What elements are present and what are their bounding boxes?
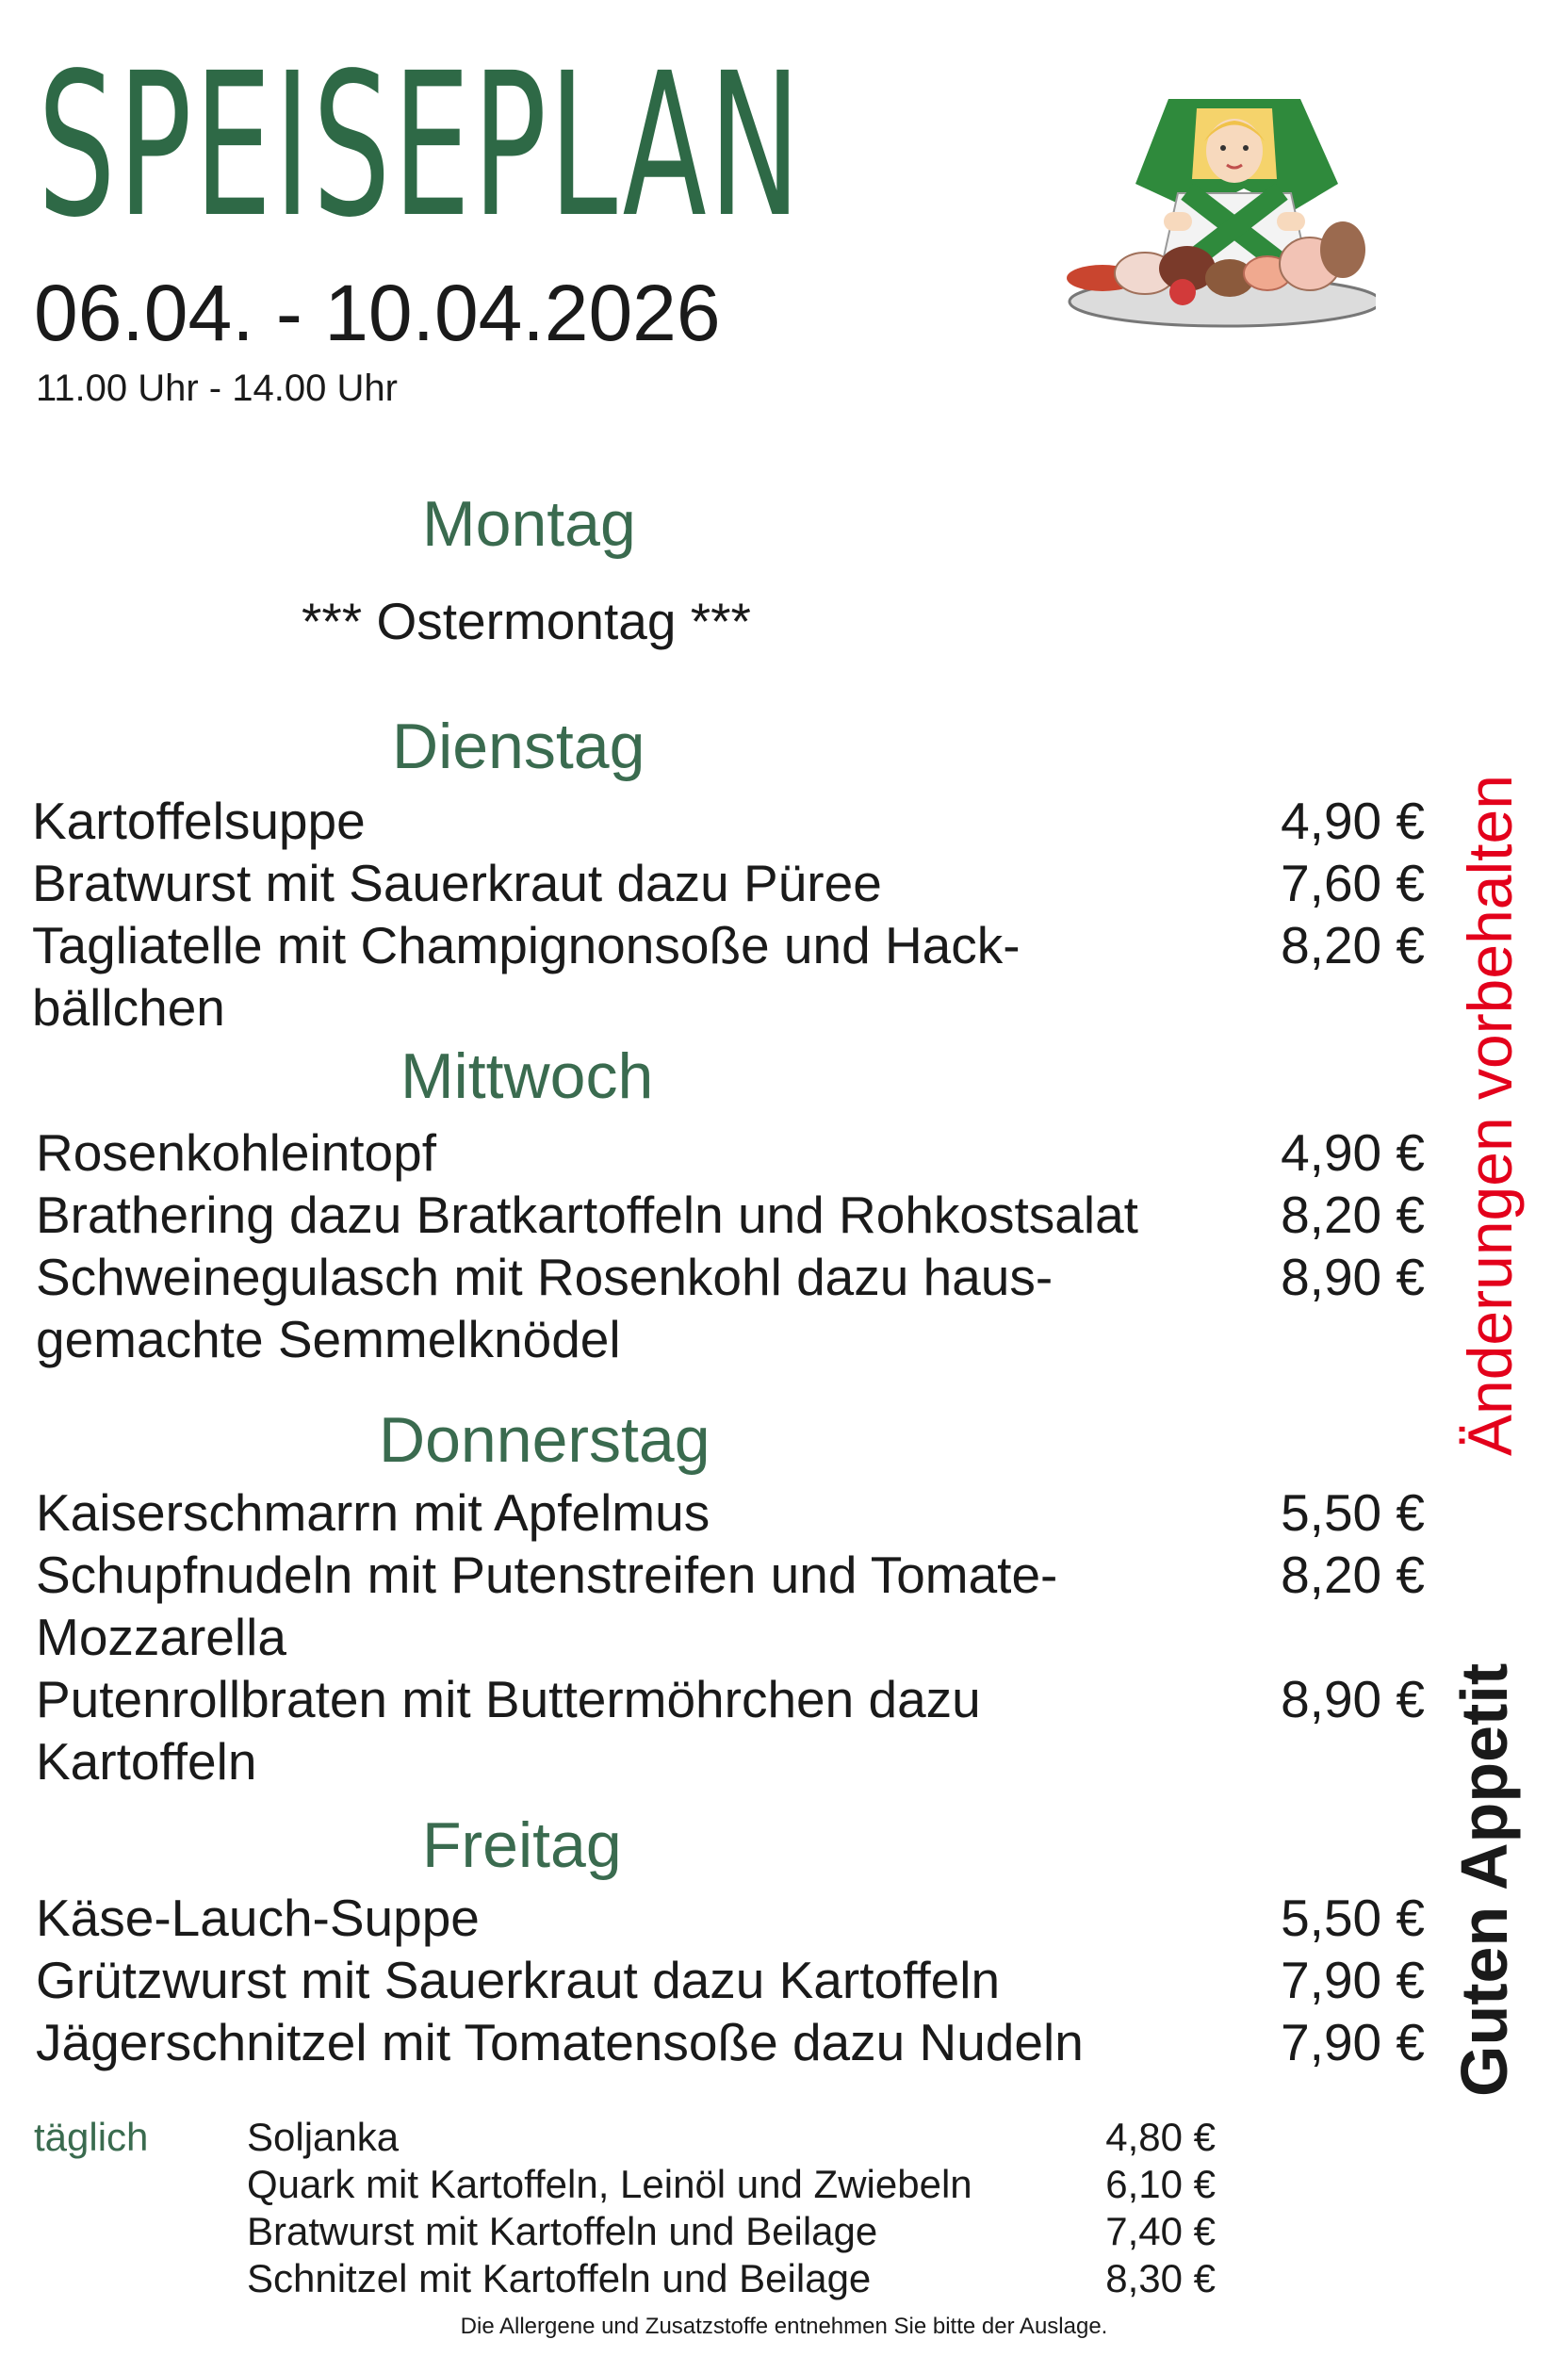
daily-item-price: 8,30 € [1105,2256,1216,2300]
menu-item-dish: Rosenkohleintopf [36,1123,437,1182]
menu-item-dish: Putenrollbraten mit Buttermöhrchen dazu [36,1670,981,1728]
butcher-girl-with-meat-platter-icon [1055,90,1376,335]
menu-item-price: 8,20 € [1281,1186,1425,1244]
menu-item-dish: Käse-Lauch-Suppe [36,1889,480,1947]
menu-item-price: 7,90 € [1281,2013,1425,2071]
menu-item-price: 7,90 € [1281,1951,1425,2009]
daily-item-price: 7,40 € [1105,2209,1216,2253]
day-heading-montag: Montag [422,488,636,560]
menu-item-price: 4,90 € [1281,792,1425,850]
menu-item-dish: Schweinegulasch mit Rosenkohl dazu haus- [36,1248,1054,1306]
menu-item-dish: Schupfnudeln mit Putenstreifen und Tomate- [36,1546,1058,1604]
menu-item-price: 8,90 € [1281,1248,1425,1306]
menu-item-price: 8,90 € [1281,1670,1425,1728]
menu-item-price: 8,20 € [1281,1546,1425,1604]
date-range: 06.04. - 10.04.2026 [34,269,721,357]
page-title: SPEISEPLAN [38,30,804,261]
allergen-footer: Die Allergene und Zusatzstoffe entnehmen Sie bitte der Auslage. [460,2314,1108,2339]
holiday-note: *** Ostermontag *** [302,592,751,650]
opening-hours: 11.00 Uhr - 14.00 Uhr [36,368,398,409]
daily-item-dish: Quark mit Kartoffeln, Leinöl und Zwiebeln [247,2162,972,2206]
daily-item-price: 4,80 € [1105,2115,1216,2159]
menu-item-dish-continued: Mozzarella [36,1608,286,1666]
daily-item-dish: Soljanka [247,2115,400,2159]
menu-item-dish: Jägerschnitzel mit Tomatensoße dazu Nudeln [36,2013,1084,2071]
daily-item-dish: Bratwurst mit Kartoffeln und Beilage [247,2209,878,2253]
daily-label: täglich [34,2115,149,2159]
day-heading-dienstag: Dienstag [392,711,645,782]
menu-item-price: 5,50 € [1281,1889,1425,1947]
menu-item-dish: Tagliatelle mit Champignonsoße und Hack- [32,916,1021,974]
day-heading-donnerstag: Donnerstag [379,1404,710,1476]
daily-item-price: 6,10 € [1105,2162,1216,2206]
menu-item-dish-continued: gemachte Semmelknödel [36,1310,621,1368]
menu-item-dish: Bratwurst mit Sauerkraut dazu Püree [32,854,882,912]
daily-item-dish: Schnitzel mit Kartoffeln und Beilage [247,2256,872,2300]
menu-item-price: 4,90 € [1281,1123,1425,1182]
menu-item-dish: Grützwurst mit Sauerkraut dazu Kartoffeln [36,1951,1001,2009]
day-heading-freitag: Freitag [422,1809,622,1881]
changes-reserved-note: Änderungen vorbehalten [1455,775,1525,1456]
menu-item-dish: Brathering dazu Bratkartoffeln und Rohkostsalat [36,1186,1138,1244]
menu-item-dish-continued: Kartoffeln [36,1732,257,1791]
menu-item-price: 7,60 € [1281,854,1425,912]
menu-item-dish: Kaiserschmarrn mit Apfelmus [36,1483,710,1542]
menu-item-dish-continued: bällchen [32,978,225,1037]
menu-item-price: 5,50 € [1281,1483,1425,1542]
menu-item-dish: Kartoffelsuppe [32,792,366,850]
day-heading-mittwoch: Mittwoch [400,1040,654,1112]
menu-item-price: 8,20 € [1281,916,1425,974]
guten-appetit-note: Guten Appetit [1447,1662,1521,2097]
